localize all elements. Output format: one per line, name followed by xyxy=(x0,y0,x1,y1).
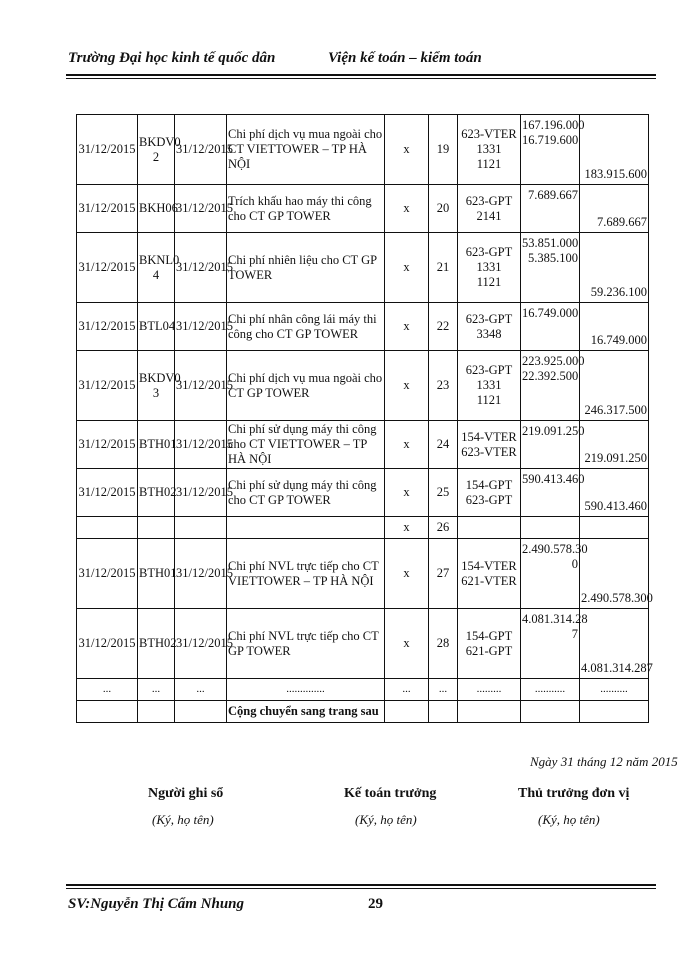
account-codes xyxy=(458,609,521,679)
header-rule xyxy=(66,74,656,76)
unit-head-note: (Ký, họ tên) xyxy=(538,812,600,827)
table-row xyxy=(77,421,649,469)
posted-mark: x xyxy=(385,185,429,233)
voucher-number-line: BTH01 xyxy=(139,566,177,580)
amounts xyxy=(521,303,580,351)
voucher-number-line: 4 xyxy=(152,267,160,282)
entry-description: Chi phí dịch vụ mua ngoài cho CT VIETTOWER – TP HÀ NỘI xyxy=(227,115,385,185)
line-number: 21 xyxy=(429,233,458,303)
row-total: 4.081.314.287 xyxy=(580,609,649,679)
amount-line: 7 xyxy=(571,627,578,641)
ellipsis-cell: ... xyxy=(175,679,227,701)
posted-mark: x xyxy=(385,115,429,185)
entry-description: Chi phí sử dụng máy thi công cho CT GP TOWER xyxy=(227,469,385,517)
ellipsis-cell: .............. xyxy=(227,679,385,701)
line-number: 23 xyxy=(429,351,458,421)
account-code: 2141 xyxy=(476,208,502,223)
row-total xyxy=(580,517,649,539)
amount-line: 53.851.000 xyxy=(522,236,579,250)
amounts xyxy=(521,609,588,679)
header-school: Trường Đại học kinh tế quốc dân xyxy=(68,50,276,66)
voucher-date: 31/12/2015 xyxy=(175,185,227,233)
voucher-number-line: 3 xyxy=(152,385,160,400)
amounts xyxy=(521,421,585,469)
account-code: 1121 xyxy=(476,157,502,171)
line-number: 22 xyxy=(429,303,458,351)
line-number: 25 xyxy=(429,469,458,517)
voucher-number xyxy=(138,115,181,185)
amount-line: 2.490.578.30 xyxy=(522,542,588,556)
amounts xyxy=(521,517,580,539)
amount-line: 4.081.314.28 xyxy=(522,612,588,626)
account-codes xyxy=(458,421,521,469)
amount-line: 590.413.460 xyxy=(522,472,585,486)
voucher-number-line: BKNL0 xyxy=(139,252,180,267)
line-number: 24 xyxy=(429,421,458,469)
account-codes xyxy=(458,185,521,233)
posted-mark: x xyxy=(385,469,429,517)
ledger-table xyxy=(76,114,653,723)
amount-line: 0 xyxy=(571,557,578,571)
voucher-number xyxy=(138,421,175,469)
recorder-title: Người ghi sổ xyxy=(148,786,224,801)
ellipsis-cell: ... xyxy=(138,679,175,701)
account-codes xyxy=(458,539,521,609)
entry-date: 31/12/2015 xyxy=(77,185,138,233)
account-code: 154-GPT xyxy=(465,477,513,492)
account-codes xyxy=(458,517,521,539)
amount-line: 5.385.100 xyxy=(528,251,578,265)
voucher-number-line: 2 xyxy=(152,149,160,164)
line-number: 28 xyxy=(429,609,458,679)
chief-accountant-title: Kế toán trưởng xyxy=(344,786,437,801)
header-institute: Viện kế toán – kiểm toán xyxy=(328,50,482,66)
voucher-number-line: BTH02 xyxy=(139,485,177,499)
table-row xyxy=(77,539,649,609)
voucher-number xyxy=(138,469,175,517)
entry-date: 31/12/2015 xyxy=(77,303,138,351)
table-row xyxy=(77,609,649,679)
voucher-number-line: BKDV0 xyxy=(139,134,181,149)
entry-date xyxy=(77,517,138,539)
empty-cell xyxy=(458,701,521,723)
entry-date: 31/12/2015 xyxy=(77,609,138,679)
amounts xyxy=(521,351,585,421)
voucher-number-line: BTL04 xyxy=(139,319,176,333)
unit-head-title: Thủ trưởng đơn vị xyxy=(518,786,630,801)
account-code: 3348 xyxy=(476,326,502,341)
amounts xyxy=(521,539,588,609)
table-row xyxy=(77,469,649,517)
table-row xyxy=(77,351,649,421)
table-row xyxy=(77,303,649,351)
voucher-number-line: BKDV0 xyxy=(139,370,181,385)
amounts xyxy=(521,233,580,303)
entry-description: Chi phí NVL trực tiếp cho CT GP TOWER xyxy=(227,609,385,679)
voucher-number xyxy=(138,185,178,233)
entry-date: 31/12/2015 xyxy=(77,233,138,303)
account-codes xyxy=(458,351,521,421)
amount-line: 223.925.000 xyxy=(522,354,585,368)
amounts xyxy=(521,185,580,233)
voucher-number xyxy=(138,303,175,351)
account-code: 623-GPT xyxy=(465,193,513,208)
account-code: 621-VTER xyxy=(461,573,517,588)
row-total: 219.091.250 xyxy=(580,421,649,469)
account-code: 623-GPT xyxy=(465,311,513,326)
voucher-date: 31/12/2015 xyxy=(175,539,227,609)
entry-description: Chi phí nhiên liệu cho CT GP TOWER xyxy=(227,233,385,303)
empty-cell xyxy=(175,701,227,723)
ellipsis-cell: ......... xyxy=(458,679,521,701)
voucher-number-line: BKH06 xyxy=(139,201,178,215)
entry-date: 31/12/2015 xyxy=(77,421,138,469)
empty-cell xyxy=(580,701,649,723)
footer-rule xyxy=(66,884,656,886)
account-codes xyxy=(458,233,521,303)
empty-cell xyxy=(77,701,138,723)
empty-cell xyxy=(138,701,175,723)
voucher-date: 31/12/2015 xyxy=(175,469,227,517)
voucher-date: 31/12/2015 xyxy=(175,115,227,185)
voucher-number xyxy=(138,539,175,609)
entry-date: 31/12/2015 xyxy=(77,115,138,185)
amount-line: 16.719.600 xyxy=(522,133,579,147)
voucher-number xyxy=(138,517,175,539)
entry-date: 31/12/2015 xyxy=(77,351,138,421)
amount-line: 167.196.000 xyxy=(522,118,585,132)
ellipsis-cell: ... xyxy=(385,679,429,701)
posted-mark: x xyxy=(385,233,429,303)
ellipsis-cell: ........... xyxy=(521,679,580,701)
account-code: 623-VTER xyxy=(461,444,517,459)
page-number: 29 xyxy=(368,896,383,912)
carry-forward-row xyxy=(77,701,649,723)
entry-description: Chi phí nhân công lái máy thi công cho CT GP TOWER xyxy=(227,303,385,351)
line-number: 26 xyxy=(429,517,458,539)
posted-mark: x xyxy=(385,609,429,679)
line-number: 27 xyxy=(429,539,458,609)
row-total: 246.317.500 xyxy=(580,351,649,421)
row-total: 590.413.460 xyxy=(580,469,649,517)
row-total: 183.915.600 xyxy=(580,115,649,185)
voucher-number xyxy=(138,351,181,421)
amount-line: 16.749.000 xyxy=(522,306,579,320)
recorder-note: (Ký, họ tên) xyxy=(152,812,214,827)
entry-date: 31/12/2015 xyxy=(77,539,138,609)
header-rule-thin xyxy=(66,78,656,79)
posted-mark: x xyxy=(385,539,429,609)
entry-description: Chi phí dịch vụ mua ngoài cho CT GP TOWER xyxy=(227,351,385,421)
entry-date: 31/12/2015 xyxy=(77,469,138,517)
account-code: 623-GPT xyxy=(465,492,513,507)
voucher-date xyxy=(175,517,227,539)
voucher-date: 31/12/2015 xyxy=(175,351,227,421)
account-code: 1121 xyxy=(476,275,502,289)
account-code: 1331 xyxy=(476,378,502,392)
account-code: 1121 xyxy=(476,393,502,407)
empty-cell xyxy=(385,701,429,723)
entry-description xyxy=(227,517,385,539)
entry-description: Chi phí NVL trực tiếp cho CT VIETTOWER – TP HÀ NỘI xyxy=(227,539,385,609)
row-total: 16.749.000 xyxy=(580,303,649,351)
account-code: 621-GPT xyxy=(465,643,513,658)
account-code: 623-GPT xyxy=(465,363,513,377)
row-total: 7.689.667 xyxy=(580,185,649,233)
footer-student: SV:Nguyễn Thị Cẩm Nhung xyxy=(68,896,245,912)
voucher-date: 31/12/2015 xyxy=(175,303,227,351)
account-code: 623-GPT xyxy=(465,245,513,259)
amount-line: 219.091.250 xyxy=(522,424,585,438)
amount-line: 7.689.667 xyxy=(528,188,578,202)
carry-forward-label: Cộng chuyển sang trang sau xyxy=(227,701,385,723)
table-row xyxy=(77,517,649,539)
account-code: 623-VTER xyxy=(461,127,517,141)
account-codes xyxy=(458,115,521,185)
account-code: 1331 xyxy=(476,142,502,156)
ellipsis-cell: ... xyxy=(77,679,138,701)
empty-cell xyxy=(521,701,580,723)
voucher-number xyxy=(138,609,175,679)
posted-mark: x xyxy=(385,517,429,539)
chief-accountant-note: (Ký, họ tên) xyxy=(355,812,417,827)
posted-mark: x xyxy=(385,351,429,421)
empty-cell xyxy=(429,701,458,723)
entry-description: Chi phí sử dụng máy thi công cho CT VIETTOWER – TP HÀ NỘI xyxy=(227,421,385,469)
line-number: 20 xyxy=(429,185,458,233)
account-code: 154-GPT xyxy=(465,628,513,643)
table-row xyxy=(77,233,649,303)
voucher-number xyxy=(138,233,180,303)
ellipsis-cell: ... xyxy=(429,679,458,701)
account-code: 154-VTER xyxy=(461,558,517,573)
amounts xyxy=(521,115,585,185)
amounts xyxy=(521,469,585,517)
footer-rule-thin xyxy=(66,888,656,889)
voucher-date: 31/12/2015 xyxy=(175,609,227,679)
amount-line: 22.392.500 xyxy=(522,369,579,383)
account-code: 154-VTER xyxy=(461,429,517,444)
entry-description: Trích khấu hao máy thi công cho CT GP TOWER xyxy=(227,185,385,233)
row-total: 2.490.578.300 xyxy=(580,539,649,609)
account-code: 1331 xyxy=(476,260,502,274)
line-number: 19 xyxy=(429,115,458,185)
account-codes xyxy=(458,303,521,351)
table-row xyxy=(77,115,649,185)
table-row xyxy=(77,185,649,233)
voucher-date: 31/12/2015 xyxy=(175,233,227,303)
ellipsis-row xyxy=(77,679,649,701)
signature-date: Ngày 31 tháng 12 năm 2015 xyxy=(530,754,678,769)
posted-mark: x xyxy=(385,303,429,351)
posted-mark: x xyxy=(385,421,429,469)
voucher-date: 31/12/2015 xyxy=(175,421,227,469)
row-total: 59.236.100 xyxy=(580,233,649,303)
account-codes xyxy=(458,469,521,517)
ellipsis-cell: .......... xyxy=(580,679,649,701)
voucher-number-line: BTH01 xyxy=(139,437,177,451)
voucher-number-line: BTH02 xyxy=(139,636,177,650)
